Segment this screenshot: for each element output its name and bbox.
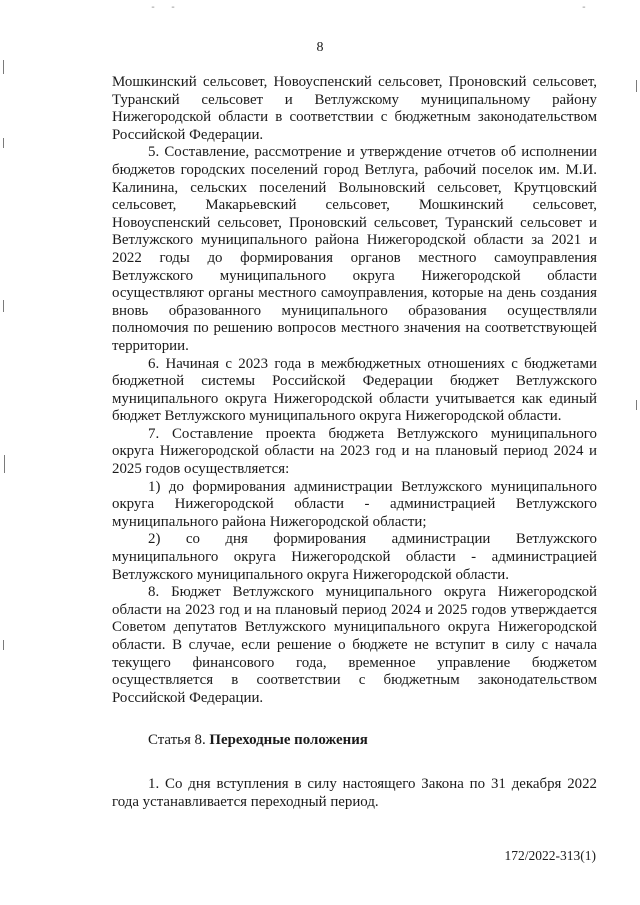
scan-artifact-marks: - - -	[150, 2, 591, 13]
scan-edge-mark	[3, 640, 4, 650]
scan-edge-mark	[4, 455, 5, 473]
document-body	[112, 74, 597, 811]
scan-edge-mark	[636, 400, 637, 410]
paragraph-item-6: 6. Начиная с 2023 года в межбюджетных отношениях с бюджетами бюджетной системы Российской Федерации бюджет Ветлужского муниципального округа Нижегородской области учитывается как единый бюджет Ветлужского муниципального округа Нижегородской области.	[112, 355, 597, 425]
article-heading	[112, 732, 597, 750]
paragraph-item-7: 7. Составление проекта бюджета Ветлужского муниципального округа Нижегородской области на 2023 год и на плановый период 2024 и 2025 годов осуществляется:	[112, 425, 597, 478]
paragraph-subitem-1: 1) до формирования администрации Ветлужского муниципального округа Нижегородской области - администрацией Ветлужского муниципального района Нижегородской области;	[112, 478, 597, 530]
page-number: 8	[316, 40, 324, 55]
scan-edge-mark	[636, 80, 637, 92]
document-registration-code: 172/2022-313(1)	[504, 848, 596, 863]
scan-edge-mark	[3, 138, 4, 148]
scan-edge-mark	[3, 300, 4, 312]
paragraph-item-8: 8. Бюджет Ветлужского муниципального округа Нижегородской области на 2023 год и на плановый период 2024 и 2025 годов утверждается Советом депутатов Ветлужского муниципального округа Нижегородской области. В случае, если решение о бюджете не вступит в силу с начала текущего финансового года, временное управление бюджетом осуществляется в соответствии с бюджетным законодательством Российской Федерации.	[112, 584, 597, 706]
article-paragraph-1: 1. Со дня вступления в силу настоящего Закона по 31 декабря 2022 года устанавливается переходный период.	[112, 775, 597, 810]
paragraph-item-5: 5. Составление, рассмотрение и утверждение отчетов об исполнении бюджетов городских поселений город Ветлуга, рабочий поселок им. М.И. Калинина, сельских поселений Волыновский сельсовет, Крутцовский сельсовет, Макарьевский сельсовет, Мошкинский сельсовет, Новоуспенский сельсовет, Проновский сельсовет, Туранский сельсовет и Ветлужского муниципального района Нижегородской области за 2021 и 2022 годы до формирования органов местного самоуправления Ветлужского муниципального округа Нижегородской области осуществляют органы местного самоуправления, которые на день создания вновь образованного муниципального образования осуществляли полномочия по решению вопросов местного значения на соответствующей территории.	[112, 144, 597, 354]
scan-edge-mark	[3, 60, 4, 74]
article-number: Статья 8.	[148, 732, 210, 749]
paragraph-subitem-2: 2) со дня формирования администрации Ветлужского муниципального округа Нижегородской области - администрацией Ветлужского муниципального округа Нижегородской области.	[112, 531, 597, 583]
paragraph-continuation: Мошкинский сельсовет, Новоуспенский сельсовет, Проновский сельсовет, Туранский сельсовет и Ветлужскому муниципальному району Нижегородской области в соответствии с бюджетным законодательством Российской Федерации.	[112, 74, 597, 143]
article-title: Переходные положения	[209, 732, 368, 749]
